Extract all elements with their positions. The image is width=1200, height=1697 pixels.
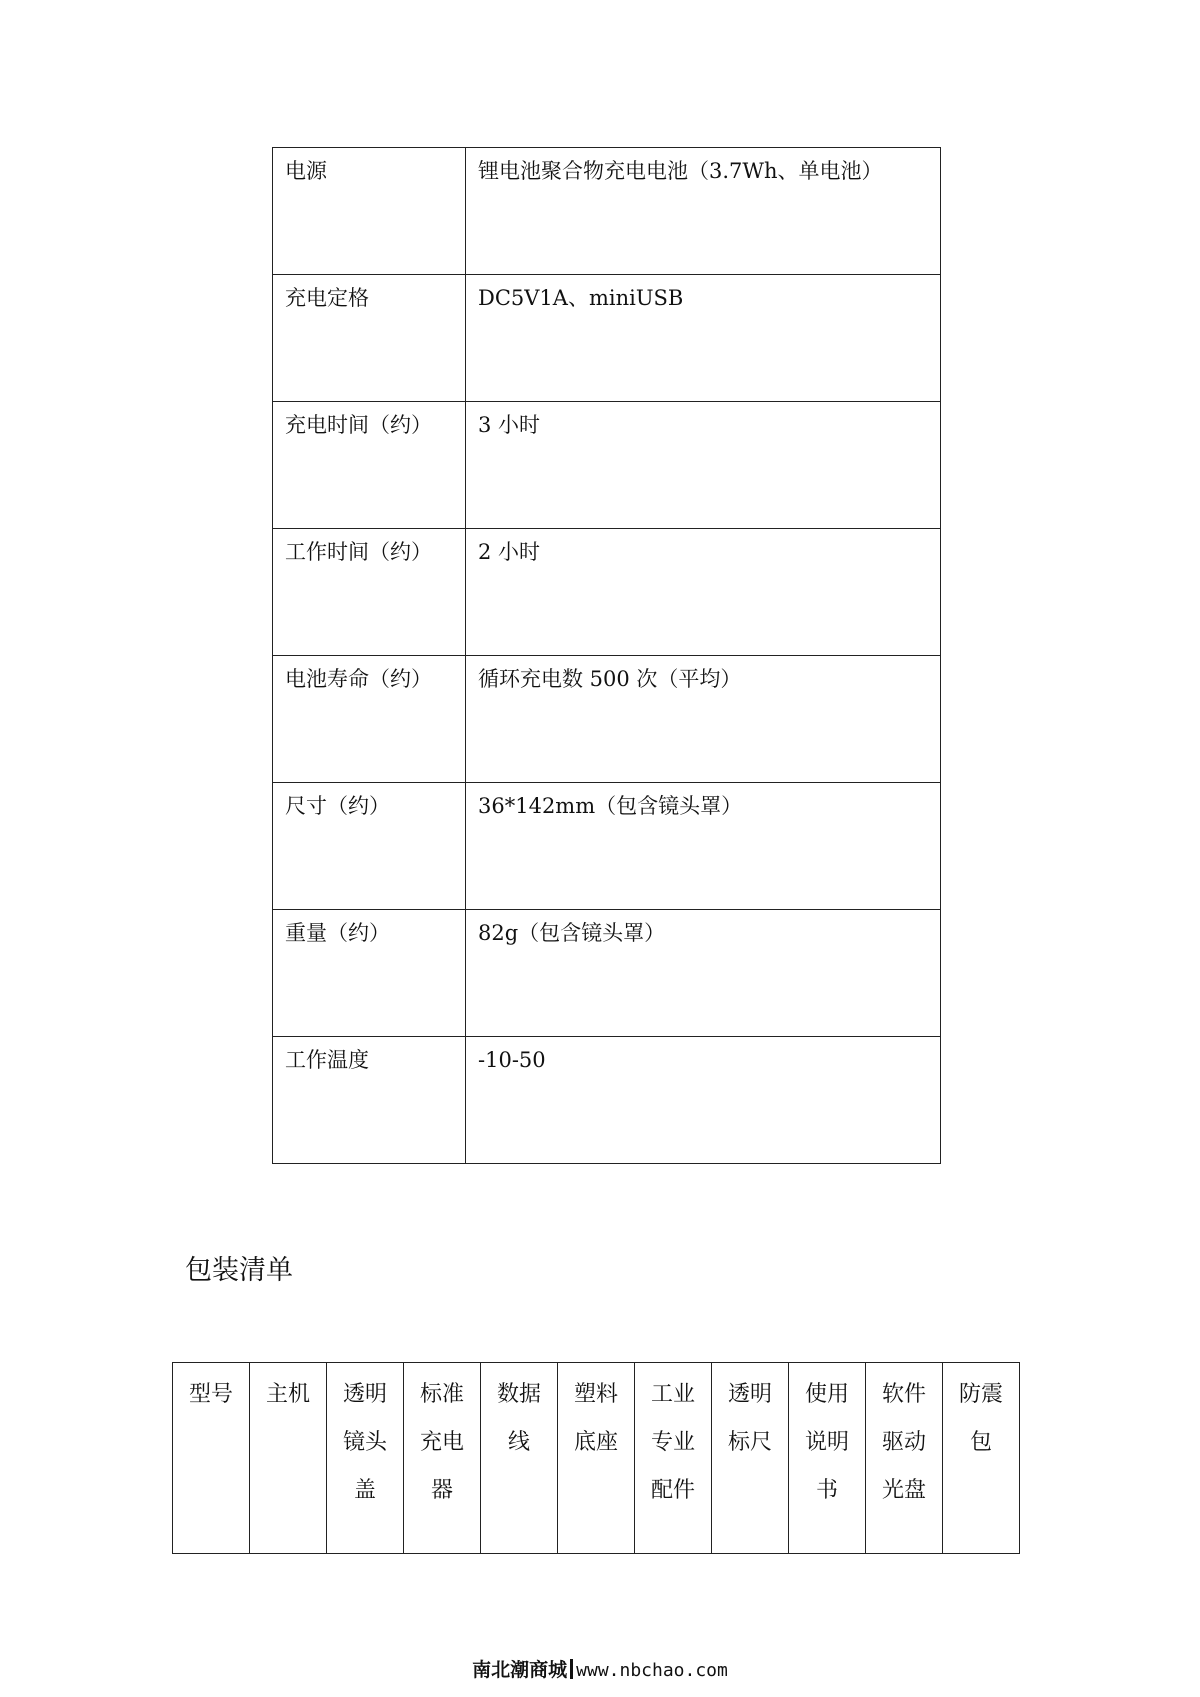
packing-item-line: 器	[430, 1478, 453, 1503]
packing-item	[481, 1363, 558, 1554]
packing-item-line: 驱动	[881, 1430, 926, 1455]
packing-item	[173, 1363, 250, 1554]
packing-item	[789, 1363, 866, 1554]
spec-label: 重量（约）	[273, 910, 466, 1037]
spec-label: 工作温度	[273, 1037, 466, 1164]
spec-value: 36*142mm（包含镜头罩）	[466, 783, 941, 910]
packing-item-line: 配件	[650, 1478, 695, 1503]
spec-label: 工作时间（约）	[273, 529, 466, 656]
packing-item-line: 工业	[650, 1382, 695, 1407]
packing-item-line: 塑料	[573, 1382, 618, 1407]
packing-item	[866, 1363, 943, 1554]
packing-item-line: 光盘	[881, 1478, 926, 1503]
footer-separator	[570, 1659, 573, 1679]
table-row	[273, 1037, 941, 1164]
packing-item	[327, 1363, 404, 1554]
packing-item-line: 镜头	[342, 1430, 387, 1455]
packing-item-line: 标尺	[727, 1430, 772, 1455]
packing-item	[943, 1363, 1020, 1554]
spec-label: 电池寿命（约）	[273, 656, 466, 783]
packing-item-line: 使用	[804, 1382, 849, 1407]
packing-item-line: 软件	[881, 1382, 926, 1407]
spec-label: 充电定格	[273, 275, 466, 402]
table-row	[273, 275, 941, 402]
table-row	[273, 783, 941, 910]
table-row	[173, 1363, 1020, 1554]
packing-item	[712, 1363, 789, 1554]
table-row	[273, 402, 941, 529]
footer-url[interactable]: www.nbchao.com	[576, 1660, 728, 1681]
spec-label: 充电时间（约）	[273, 402, 466, 529]
spec-label: 尺寸（约）	[273, 783, 466, 910]
packing-item-line: 包	[969, 1430, 992, 1455]
packing-item-line: 透明	[342, 1382, 387, 1407]
footer-brand: 南北潮商城	[472, 1659, 568, 1681]
packing-item-line: 底座	[573, 1430, 618, 1455]
packing-item-line: 标准	[419, 1382, 464, 1407]
packing-item	[404, 1363, 481, 1554]
footer	[0, 1655, 1200, 1682]
packing-item-line: 书	[815, 1478, 838, 1503]
packing-list-title: 包装清单	[185, 1255, 293, 1286]
spec-table	[272, 147, 941, 1164]
table-row	[273, 148, 941, 275]
packing-item-line: 型号	[188, 1382, 233, 1407]
packing-item	[250, 1363, 327, 1554]
packing-item-line: 专业	[650, 1430, 695, 1455]
packing-item-line: 数据	[496, 1382, 541, 1407]
table-row	[273, 910, 941, 1037]
packing-item-line: 说明	[804, 1430, 849, 1455]
spec-value: DC5V1A、miniUSB	[466, 275, 941, 402]
packing-item-line: 线	[507, 1430, 530, 1455]
packing-item	[635, 1363, 712, 1554]
spec-value: 锂电池聚合物充电电池（3.7Wh、单电池）	[466, 148, 941, 275]
packing-item	[558, 1363, 635, 1554]
spec-value: 循环充电数 500 次（平均）	[466, 656, 941, 783]
packing-item-line: 盖	[353, 1478, 376, 1503]
spec-value: -10-50	[466, 1037, 941, 1164]
table-row	[273, 656, 941, 783]
spec-value: 82g（包含镜头罩）	[466, 910, 941, 1037]
spec-label: 电源	[273, 148, 466, 275]
packing-item-line: 充电	[419, 1430, 464, 1455]
spec-value: 3 小时	[466, 402, 941, 529]
table-row	[273, 529, 941, 656]
spec-value: 2 小时	[466, 529, 941, 656]
packing-item-line: 主机	[265, 1382, 310, 1407]
packing-list-table	[172, 1362, 1020, 1554]
packing-item-line: 透明	[727, 1382, 772, 1407]
packing-item-line: 防震	[958, 1382, 1003, 1407]
